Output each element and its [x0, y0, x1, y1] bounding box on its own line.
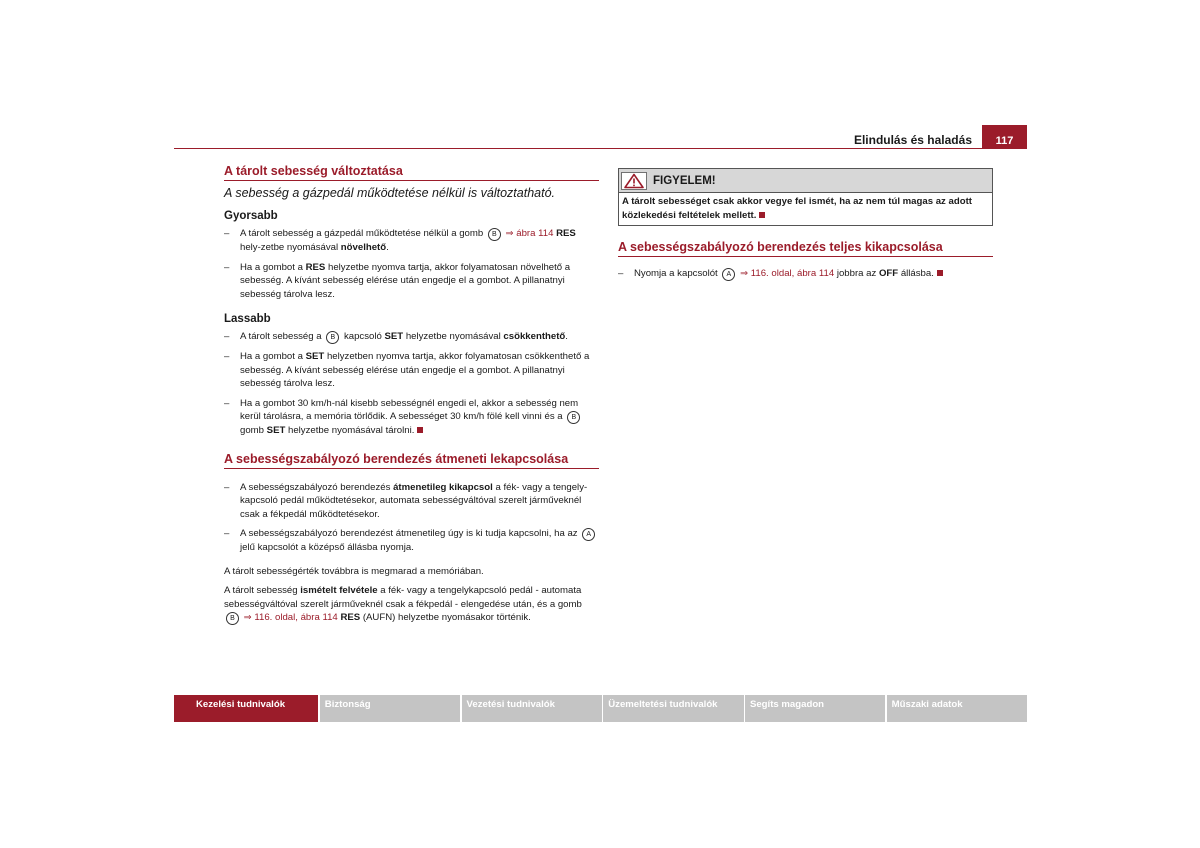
bold-text: ismételt felvétele — [300, 585, 378, 596]
tab-muszaki-adatok[interactable]: Műszaki adatok — [887, 695, 1027, 722]
right-column — [618, 168, 993, 287]
button-b-icon: B — [567, 411, 580, 424]
dash: – — [224, 228, 230, 239]
end-square-icon — [937, 270, 943, 276]
tab-kezelesi-tudnivalok[interactable]: Kezelési tudnivalók — [174, 695, 318, 722]
paragraph: A tárolt sebességérték továbbra is megmarad a memóriában. — [224, 565, 484, 577]
text: A sebességszabályozó berendezés — [240, 481, 394, 493]
bold-text: OFF — [878, 268, 899, 279]
bold-text: átmenetileg kikapcsol — [393, 481, 493, 493]
page-reference-link[interactable]: ⇒ 116. oldal, ábra 114 — [740, 268, 835, 279]
bold-text: csökkenthető — [503, 331, 566, 342]
section-title-change-speed: A tárolt sebesség változtatása — [224, 164, 599, 181]
warning-triangle-icon — [621, 172, 647, 190]
subheading-faster: Gyorsabb — [224, 210, 278, 222]
page-number: 117 — [982, 125, 1027, 149]
button-b-icon: B — [326, 331, 339, 344]
text: helyzetben nyomva tartja, akkor folyamatosan csökkenthető a sebesség. A kívánt sebesség elérése után engedje el a gombot. A pillanatnyi sebesség tárolva lesz. — [240, 351, 590, 389]
list-item — [224, 261, 599, 302]
page-reference-link[interactable]: ⇒ 116. oldal, ábra 114 — [243, 612, 338, 623]
end-square-icon — [417, 427, 423, 433]
end-square-icon — [759, 212, 765, 218]
bold-text: RES — [556, 228, 576, 239]
chapter-title: Elindulás és haladás — [853, 133, 972, 147]
list-item — [618, 267, 993, 281]
button-a-icon: A — [722, 268, 735, 281]
left-column — [224, 164, 599, 631]
tab-vezetesi-tudnivalok[interactable]: Vezetési tudnivalók — [462, 695, 602, 722]
text: jelű kapcsolót a középső állásba nyomja. — [240, 542, 414, 553]
subheading-slower: Lassabb — [224, 313, 271, 325]
section-title-temporary-off: A sebességszabályozó berendezés átmeneti lekapcsolása — [224, 452, 599, 469]
figure-reference-link[interactable]: ⇒ ábra 114 — [505, 228, 554, 239]
text: Ha a gombot 30 km/h-nál kisebb sebességnél engedi el, akkor a sebesség nem kerül tárolásra, a memória törlődik. A sebességet 30 km/h fölé kell vinni és a — [240, 397, 579, 422]
text: . — [386, 242, 389, 253]
list-item — [224, 350, 599, 391]
list-item — [224, 227, 599, 255]
text: (AUFN) helyzetbe nyomásakor történik. — [360, 612, 531, 623]
text: helyzetbe nyomva tartja, akkor folyamatosan növelhető a sebesség. A kívánt sebesség elérése után engedje el a gombot. A pillanatnyi sebesség tárolva lesz. — [240, 261, 571, 300]
text: a fék- vagy a tengely-kapcsoló pedál működtetésekor, automata sebességváltóval szerelt járműveknél csak a fékpedál működtetésekor. — [240, 481, 588, 520]
warning-header — [619, 169, 992, 193]
bold-text: RES — [340, 612, 361, 623]
text: A tárolt sebességet csak akkor vegye fel ismét, ha az nem túl magas az adott közlekedési feltételek mellett. — [622, 196, 972, 221]
bold-text: SET — [266, 425, 286, 436]
section-title-full-off: A sebességszabályozó berendezés teljes kikapcsolása — [618, 240, 993, 257]
text: . — [565, 331, 568, 342]
header-rule — [174, 148, 1027, 149]
tab-biztonsag[interactable]: Biztonság — [320, 695, 460, 722]
text: A tárolt sebesség — [224, 585, 301, 596]
text: A tárolt sebesség a gázpedál működtetése nélkül a gomb — [240, 228, 484, 239]
text: gomb — [240, 425, 267, 436]
text: helyzetbe nyomásával tárolni. — [285, 425, 415, 436]
bold-text: SET — [384, 331, 404, 342]
dash: – — [224, 331, 230, 342]
text: kapcsoló — [343, 331, 385, 342]
tab-uzemeltetesi-tudnivalok[interactable]: Üzemeltetési tudnivalók — [603, 695, 743, 722]
list-item — [224, 397, 599, 438]
text: Ha a gombot a — [240, 261, 306, 273]
dash: – — [224, 397, 230, 409]
section-subtitle: A sebesség a gázpedál működtetése nélkül is változtatható. — [224, 186, 555, 200]
list-item — [224, 481, 599, 522]
text: jobbra az — [834, 268, 879, 279]
dash: – — [224, 528, 230, 539]
dash: – — [618, 268, 624, 279]
text: Ha a gombot a — [240, 351, 306, 362]
paragraph — [224, 584, 599, 625]
button-a-icon: A — [582, 528, 595, 541]
button-b-icon: B — [226, 612, 239, 625]
bold-text: RES — [305, 261, 326, 273]
dash: – — [224, 261, 230, 273]
text: Nyomja a kapcsolót — [634, 268, 718, 279]
button-b-icon: B — [488, 228, 501, 241]
text: A sebességszabályozó berendezést átmenetileg úgy is ki tudja kapcsolni, ha az — [240, 528, 578, 539]
text: a fék- vagy a tengelykapcsoló pedál - automata sebességváltóval szerelt járműveknél csak a fékpedál - elengedése után, és a gomb — [224, 585, 582, 610]
text: helyzetbe nyomásával — [403, 331, 504, 342]
text: A tárolt sebesség a — [240, 331, 322, 342]
text: állásba. — [898, 268, 934, 279]
warning-label: FIGYELEM! — [653, 174, 716, 187]
warning-text — [619, 193, 992, 225]
chapter-tabs — [174, 695, 1027, 722]
dash: – — [224, 481, 230, 493]
bold-text: növelhető — [340, 242, 387, 253]
text: hely-zetbe nyomásával — [240, 242, 341, 253]
list-item — [224, 527, 599, 555]
dash: – — [224, 351, 230, 362]
tab-segits-magadon[interactable]: Segíts magadon — [745, 695, 885, 722]
warning-box — [618, 168, 993, 226]
bold-text: SET — [305, 351, 325, 362]
list-item — [224, 330, 599, 344]
